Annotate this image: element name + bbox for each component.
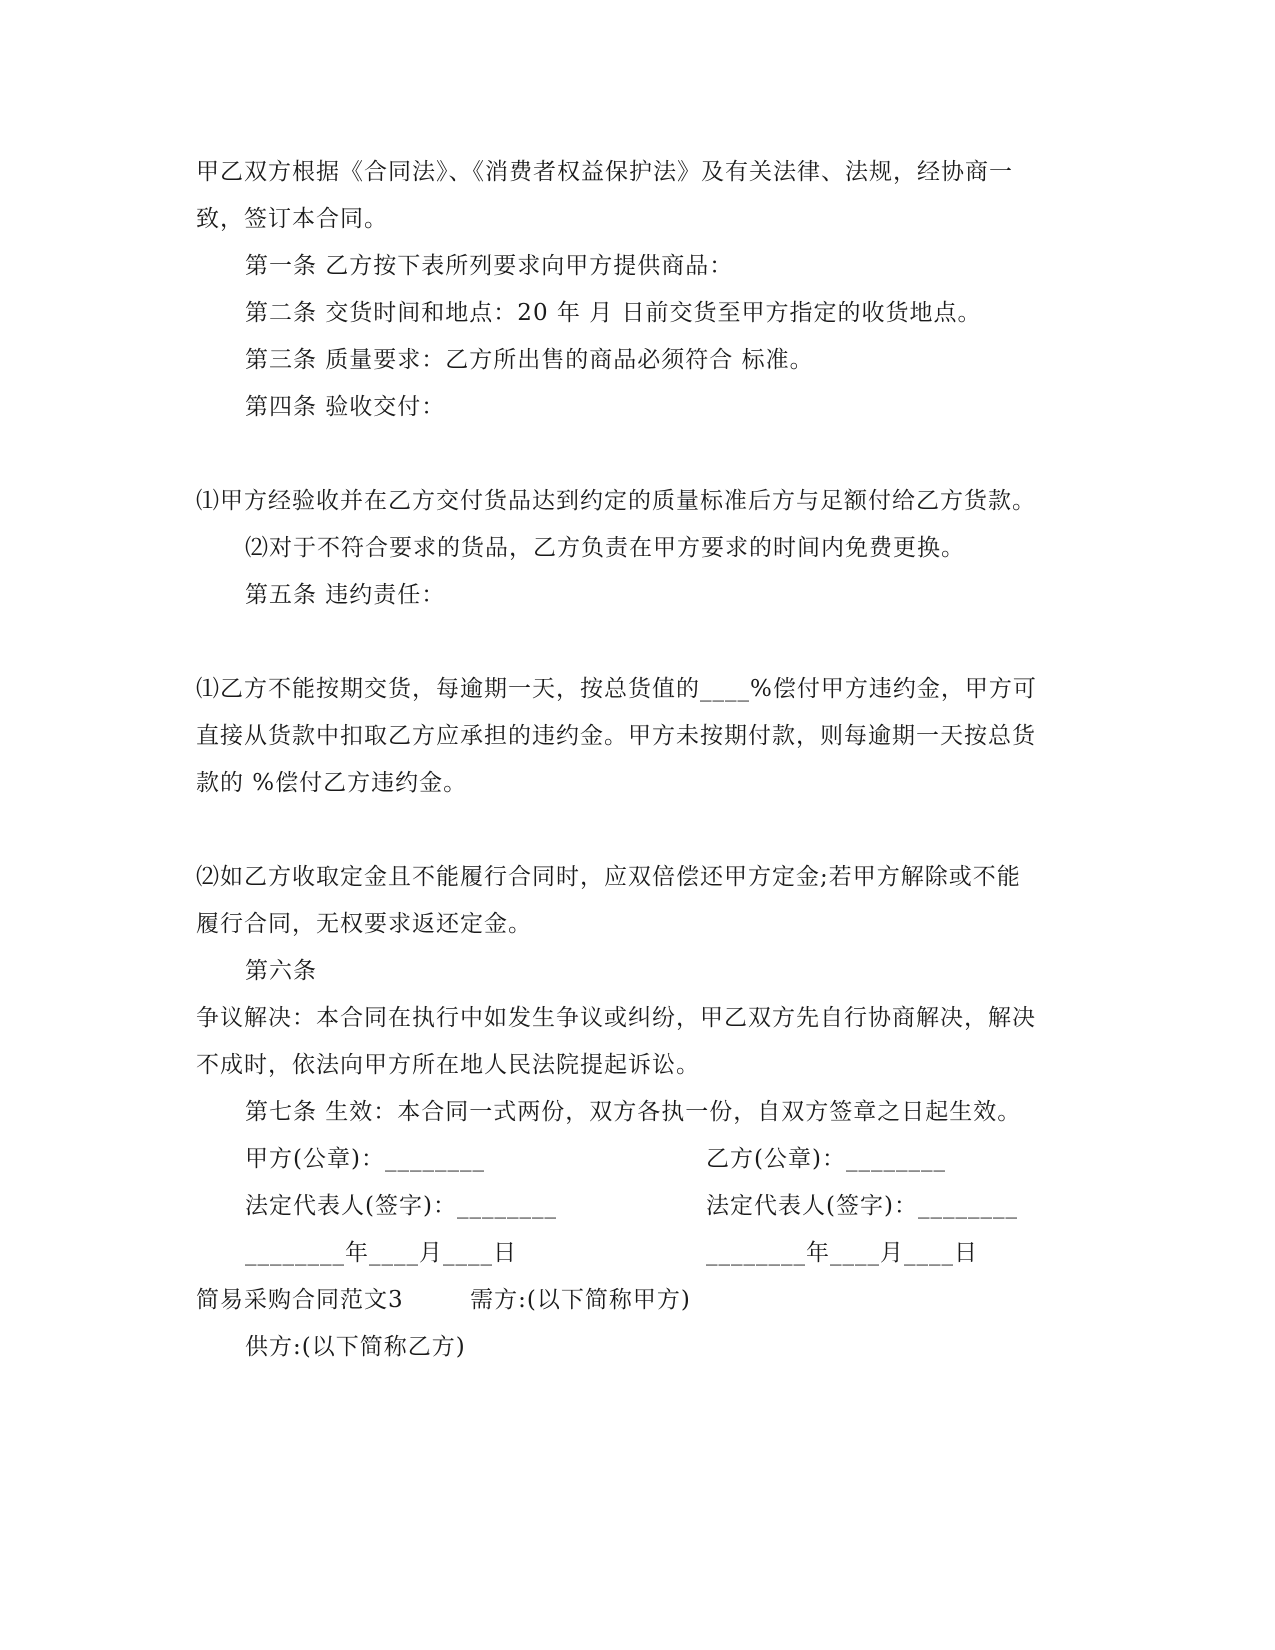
party-b-seal: 乙方(公章)：________	[706, 1146, 946, 1172]
article-3: 第三条 质量要求：乙方所出售的商品必须符合 标准。	[245, 347, 814, 373]
article-5-item-2-line-1: ⑵如乙方收取定金且不能履行合同时，应双倍偿还甲方定金;若甲方解除或不能	[196, 864, 1021, 890]
article-6-heading: 第六条	[245, 958, 317, 984]
article-6-line-2: 不成时，依法向甲方所在地人民法院提起诉讼。	[196, 1052, 700, 1078]
article-7: 第七条 生效：本合同一式两份，双方各执一份，自双方签章之日起生效。	[245, 1099, 1022, 1125]
article-5-item-1-line-1: ⑴乙方不能按期交货，每逾期一天，按总货值的____%偿付甲方违约金，甲方可	[196, 676, 1037, 702]
article-5-item-2-line-2: 履行合同，无权要求返还定金。	[196, 911, 532, 937]
article-2: 第二条 交货时间和地点：20 年 月 日前交货至甲方指定的收货地点。	[245, 300, 982, 326]
article-5: 第五条 违约责任：	[245, 582, 446, 608]
party-a-date: ________年____月____日	[245, 1240, 517, 1266]
next-contract-title: 简易采购合同范文3 需方:(以下简称甲方)	[196, 1287, 691, 1313]
article-4-item-1: ⑴甲方经验收并在乙方交付货品达到约定的质量标准后方与足额付给乙方货款。	[196, 488, 1036, 514]
next-contract-supplier: 供方:(以下简称乙方)	[245, 1334, 466, 1360]
article-1: 第一条 乙方按下表所列要求向甲方提供商品：	[245, 253, 734, 279]
article-6-line-1: 争议解决：本合同在执行中如发生争议或纠纷，甲乙双方先自行协商解决，解决	[196, 1005, 1036, 1031]
party-b-representative: 法定代表人(签字)：________	[706, 1193, 1018, 1219]
intro-line-1: 甲乙双方根据《合同法》、《消费者权益保护法》及有关法律、法规，经协商一	[196, 159, 1013, 185]
article-5-item-1-line-3: 款的 %偿付乙方违约金。	[196, 770, 468, 796]
article-4: 第四条 验收交付：	[245, 394, 446, 420]
article-5-item-1-line-2: 直接从货款中扣取乙方应承担的违约金。甲方未按期付款，则每逾期一天按总货	[196, 723, 1036, 749]
article-4-item-2: ⑵对于不符合要求的货品，乙方负责在甲方要求的时间内免费更换。	[245, 535, 965, 561]
party-b-date: ________年____月____日	[706, 1240, 978, 1266]
party-a-representative: 法定代表人(签字)：________	[245, 1193, 557, 1219]
party-a-seal: 甲方(公章)：________	[245, 1146, 485, 1172]
intro-line-2: 致，签订本合同。	[196, 206, 388, 232]
